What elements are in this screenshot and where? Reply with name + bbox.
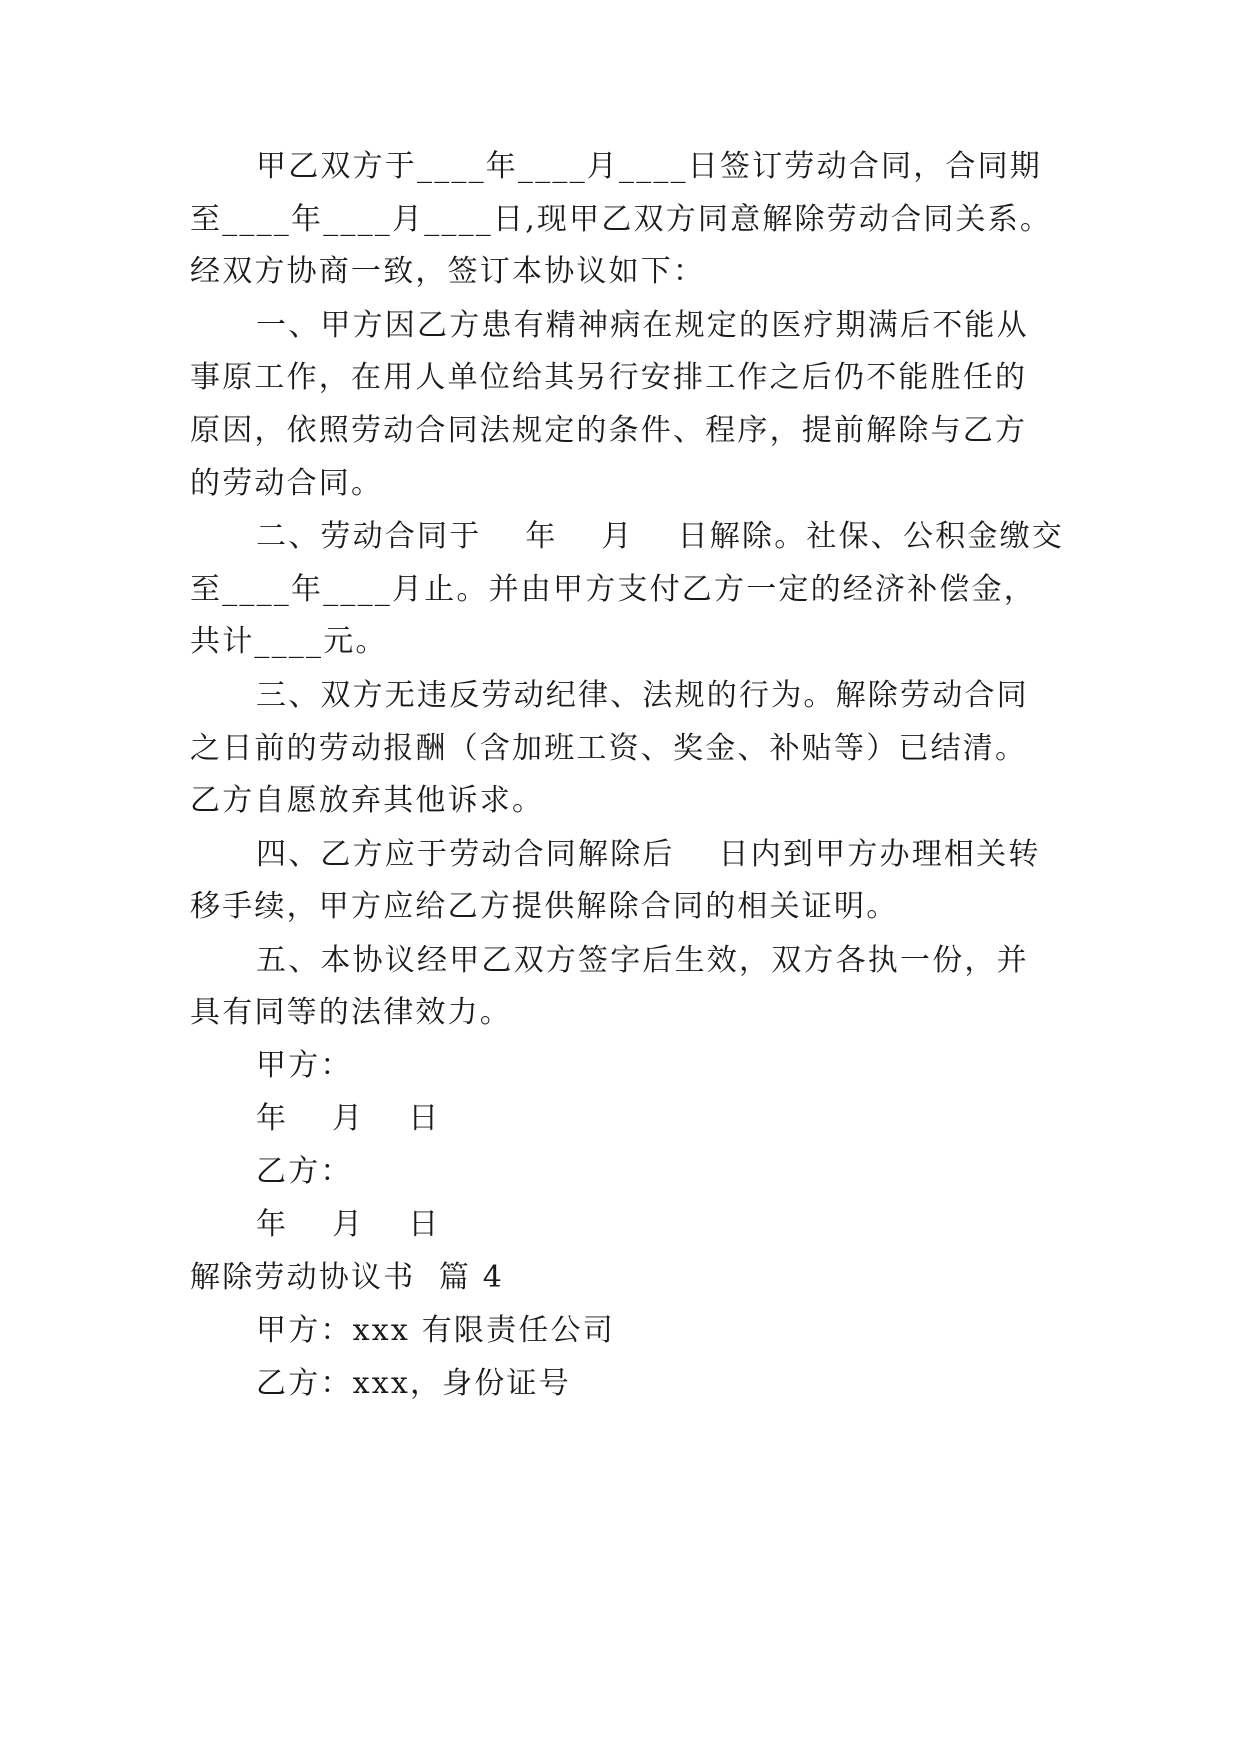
clause-2-line: 二、劳动合同于 年 月 日解除。社保、公积金缴交 <box>256 519 1065 554</box>
clause-5-line: 具有同等的法律效力。 <box>190 995 512 1030</box>
party-b-date-line: 年 月 日 <box>256 1207 441 1242</box>
clause-3-line: 乙方自愿放弃其他诉求。 <box>190 783 545 818</box>
party-a-date-line: 年 月 日 <box>256 1101 441 1136</box>
clause-1-line: 事原工作，在用人单位给其另行安排工作之后仍不能胜任的 <box>190 360 1028 395</box>
party-b-line: 乙方：xxx，身份证号 <box>256 1366 571 1401</box>
paragraph-line: 至____年____月____日,现甲乙双方同意解除劳动合同关系。 <box>190 202 1053 237</box>
clause-1-line: 一、甲方因乙方患有精神病在规定的医疗期满后不能从 <box>256 308 1029 343</box>
paragraph-line: 甲乙双方于____年____月____日签订劳动合同，合同期 <box>256 149 1042 184</box>
clause-4-line: 四、乙方应于劳动合同解除后 日内到甲方办理相关转 <box>256 837 1041 872</box>
party-b-signature-label: 乙方： <box>256 1154 353 1189</box>
party-a-line: 甲方：xxx 有限责任公司 <box>256 1313 615 1348</box>
clause-1-line: 原因，依照劳动合同法规定的条件、程序，提前解除与乙方 <box>190 413 1028 448</box>
party-a-signature-label: 甲方： <box>256 1048 353 1083</box>
clause-3-line: 三、双方无违反劳动纪律、法规的行为。解除劳动合同 <box>256 678 1029 713</box>
clause-2-line: 至____年____月止。并由甲方支付乙方一定的经济补偿金， <box>190 572 1036 607</box>
paragraph-line: 经双方协商一致，签订本协议如下： <box>190 254 706 289</box>
clause-2-line: 共计____元。 <box>190 624 388 659</box>
clause-5-line: 五、本协议经甲乙双方签字后生效，双方各执一份，并 <box>256 943 1029 978</box>
clause-1-line: 的劳动合同。 <box>190 466 384 501</box>
clause-4-line: 移手续，甲方应给乙方提供解除合同的相关证明。 <box>190 889 899 924</box>
section-heading: 解除劳动协议书 篇 4 <box>190 1260 505 1295</box>
clause-3-line: 之日前的劳动报酬（含加班工资、奖金、补贴等）已结清。 <box>190 731 1028 766</box>
